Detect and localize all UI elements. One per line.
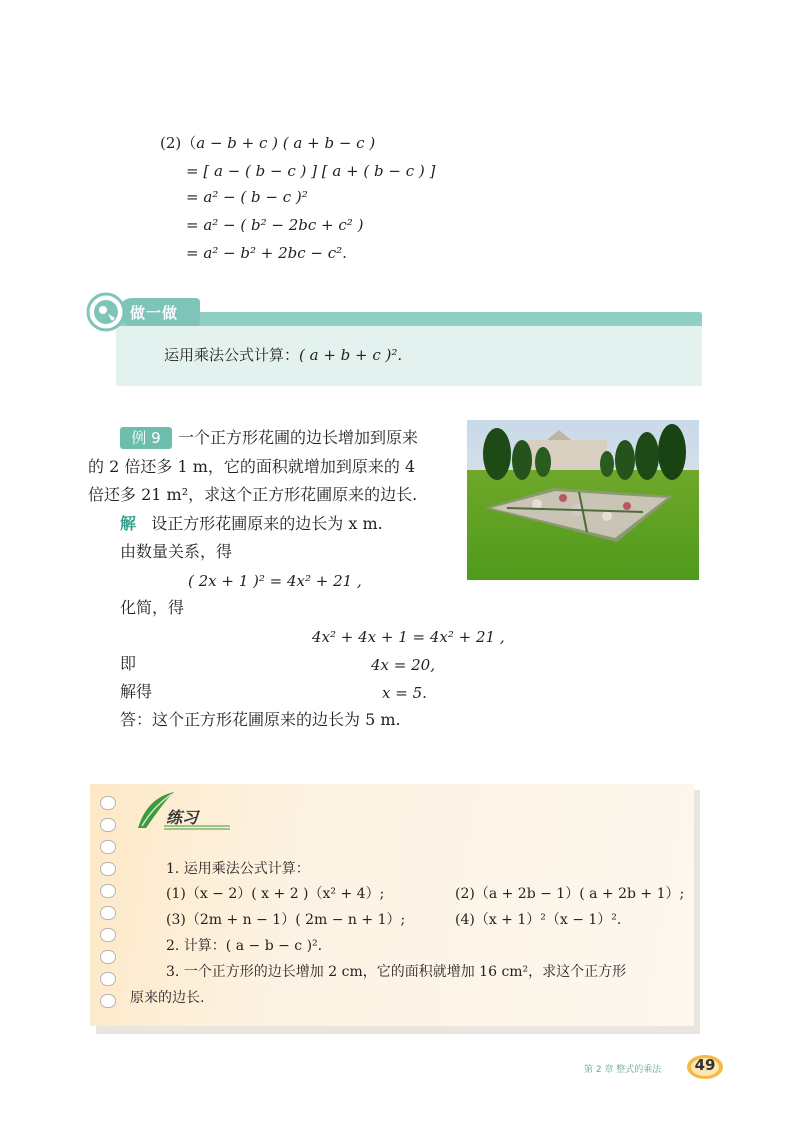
question-1-2: (2)（a + 2b − 1）( a + 2b + 1）; <box>455 886 685 902</box>
solution-jiede: 解得 <box>120 682 153 701</box>
question-1-4: (4)（x + 1）²（x − 1）². <box>455 912 622 928</box>
solution-line-2: 由数量关系，得 <box>120 542 233 561</box>
binder-ring <box>100 906 116 920</box>
answer-line: 答：这个正方形花圃原来的边长为 5 m. <box>120 710 401 729</box>
binder-ring <box>100 840 116 854</box>
garden-photo <box>467 420 699 580</box>
equation-4: x = 5. <box>382 684 427 702</box>
try-it-header-bar <box>118 312 702 326</box>
equation-2: 4x² + 4x + 1 = 4x² + 21 , <box>312 628 505 646</box>
binder-ring <box>100 796 116 810</box>
binder-ring <box>100 818 116 832</box>
binder-ring <box>100 994 116 1008</box>
equation-1: ( 2x + 1 )² = 4x² + 21 , <box>188 572 362 590</box>
expansion-line-4: = a² − ( b² − 2bc + c² ) <box>186 216 364 234</box>
binder-ring <box>100 884 116 898</box>
example-line-1: 一个正方形花圃的边长增加到原来 <box>178 428 419 447</box>
gear-hand-icon <box>86 292 126 332</box>
solution-ji: 即 <box>120 654 137 673</box>
binder-ring <box>100 950 116 964</box>
question-2: 2. 计算：( a − b − c )². <box>166 938 323 954</box>
expansion-line-1: (2)（a − b + c ) ( a + b − c ) <box>160 134 376 152</box>
expansion-line-3: = a² − ( b − c )² <box>186 188 308 206</box>
expansion-line-2: = [ a − ( b − c ) ] [ a + ( b − c ) ] <box>186 162 436 180</box>
binder-ring <box>100 972 116 986</box>
question-1: 1. 运用乘法公式计算： <box>166 861 310 877</box>
solution-line-1: 解 设正方形花圃原来的边长为 x m. <box>120 514 383 533</box>
try-it-title: 做一做 <box>130 304 179 322</box>
example-line-2: 的 2 倍还多 1 m，它的面积就增加到原来的 4 <box>88 457 416 476</box>
chapter-label: 第 2 章 整式的乘法 <box>584 1065 662 1075</box>
binder-ring <box>100 862 116 876</box>
binder-ring <box>100 928 116 942</box>
question-1-3: (3)（2m + n − 1）( 2m − n + 1）; <box>166 912 406 928</box>
practice-title: 练习 <box>166 808 199 827</box>
question-3-continued: 原来的边长. <box>130 990 205 1006</box>
solution-line-3: 化简，得 <box>120 598 185 617</box>
example-line-3: 倍还多 21 m²，求这个正方形花圃原来的边长. <box>88 485 418 504</box>
example-badge: 例 9 <box>120 427 172 449</box>
question-3: 3. 一个正方形的边长增加 2 cm，它的面积就增加 16 cm²，求这个正方形 <box>166 964 627 980</box>
question-1-1: (1)（x − 2）( x + 2 )（x² + 4）; <box>166 886 385 902</box>
try-it-text: 运用乘法公式计算：( a + b + c )². <box>164 346 403 364</box>
expansion-line-5: = a² − b² + 2bc − c². <box>186 244 347 262</box>
page-number: 49 <box>694 1056 716 1074</box>
equation-3: 4x = 20, <box>371 656 435 674</box>
